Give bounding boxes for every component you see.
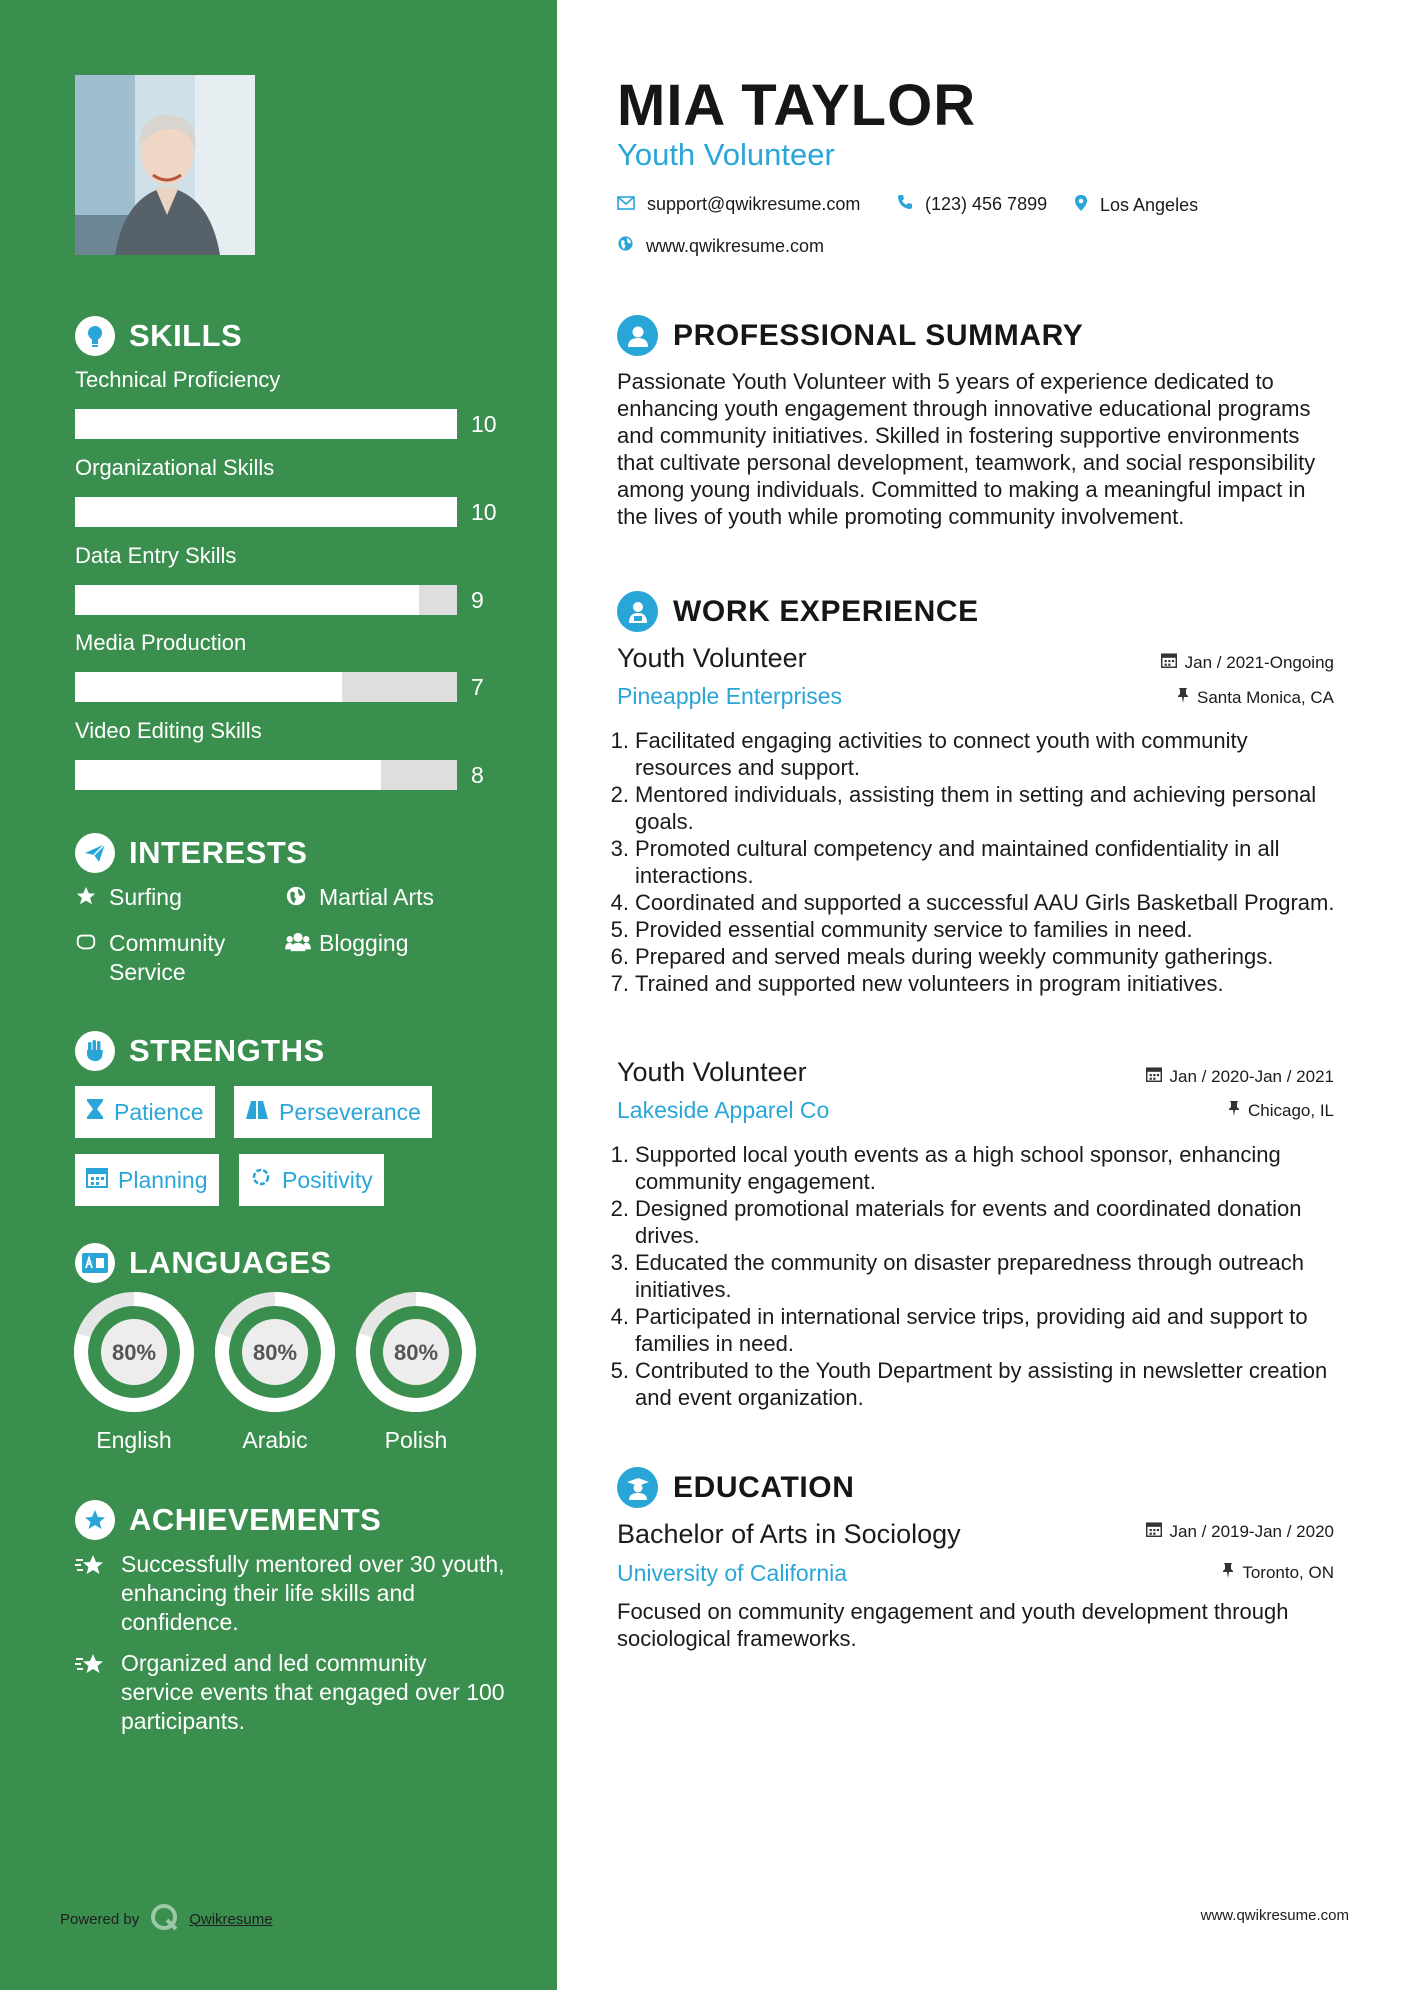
strength-chip bbox=[234, 1086, 432, 1138]
language-percent: 80% bbox=[393, 1340, 439, 1365]
language-icon bbox=[75, 1243, 115, 1283]
experience-title: WORK EXPERIENCE bbox=[673, 594, 979, 628]
skill-name: Media Production bbox=[75, 630, 247, 655]
bullet-text: Participated in international service trips, providing aid and support to families in need. bbox=[635, 1304, 1308, 1356]
skill-bar bbox=[75, 585, 457, 615]
job-company: Pineapple Enterprises bbox=[617, 683, 843, 709]
website-text[interactable]: www.qwikresume.com bbox=[646, 235, 825, 256]
interest-label: Community Service bbox=[109, 930, 226, 985]
skill-name: Data Entry Skills bbox=[75, 543, 237, 568]
language-percent: 80% bbox=[252, 1340, 298, 1365]
language-name: English bbox=[96, 1427, 172, 1453]
job-location-text: Santa Monica, CA bbox=[1196, 687, 1334, 707]
skill-bar bbox=[75, 497, 457, 527]
strength-label: Positivity bbox=[282, 1166, 373, 1193]
job-title: Youth Volunteer bbox=[617, 1057, 807, 1087]
interest-label: Blogging bbox=[319, 930, 409, 956]
interests-title: INTERESTS bbox=[129, 835, 308, 870]
achievements-header bbox=[75, 1500, 381, 1540]
job-dates-text: Jan / 2020-Jan / 2021 bbox=[1169, 1066, 1334, 1086]
contact-phone bbox=[897, 194, 1047, 215]
language-name: Polish bbox=[384, 1427, 448, 1453]
phone-icon bbox=[897, 194, 913, 215]
map-pin-icon bbox=[1074, 194, 1088, 217]
calendar-icon bbox=[86, 1166, 108, 1194]
strength-chip bbox=[75, 1086, 215, 1138]
phone-text: (123) 456 7899 bbox=[925, 194, 1048, 214]
achievements-title: ACHIEVEMENTS bbox=[129, 1502, 382, 1537]
language-ring bbox=[214, 1291, 336, 1413]
location-text: Los Angeles bbox=[1100, 195, 1199, 215]
skill-bar-fill bbox=[75, 672, 342, 702]
strength-label: Patience bbox=[114, 1098, 204, 1125]
email-text[interactable]: support@qwikresume.com bbox=[647, 194, 861, 214]
skill-item bbox=[75, 455, 505, 525]
skill-bar-fill bbox=[75, 760, 381, 790]
graduate-icon bbox=[617, 1467, 658, 1508]
powered-by-label: Powered by bbox=[60, 1910, 140, 1928]
progress-ring-icon bbox=[214, 1291, 336, 1413]
skill-bar bbox=[75, 672, 457, 702]
qwikresume-link[interactable]: Qwikresume bbox=[189, 1910, 273, 1928]
education-title: EDUCATION bbox=[673, 1470, 855, 1504]
interest-label: Martial Arts bbox=[319, 884, 435, 910]
achievement-item bbox=[75, 1550, 505, 1637]
interest-item bbox=[285, 883, 485, 914]
list-item: 2. Designed promotional materials for events and coordinated donation drives. bbox=[607, 1195, 1337, 1249]
bullet-text: Designed promotional materials for events and coordinated donation drives. bbox=[635, 1196, 1302, 1248]
skill-name: Organizational Skills bbox=[75, 455, 275, 480]
language-ring bbox=[355, 1291, 477, 1413]
job-bullets bbox=[607, 727, 1337, 997]
list-item: 4. Participated in international service trips, providing aid and support to families in need. bbox=[607, 1303, 1337, 1357]
bullet-text: Coordinated and supported a successful AAU Girls Basketball Program. bbox=[635, 890, 1335, 915]
hand-icon bbox=[75, 929, 99, 987]
pushpin-icon bbox=[1177, 687, 1189, 708]
contact-website bbox=[617, 235, 824, 257]
list-item: 3. Promoted cultural competency and maintained confidentiality in all interactions. bbox=[607, 835, 1337, 889]
briefcase-icon bbox=[617, 591, 658, 632]
list-item: 6. Prepared and served meals during weekly community gatherings. bbox=[610, 944, 1274, 969]
job-location bbox=[1177, 687, 1334, 708]
shooting-star-icon bbox=[75, 1649, 109, 1736]
job-dates-text: Jan / 2021-Ongoing bbox=[1184, 652, 1334, 672]
list-item: 1. Facilitated engaging activities to connect youth with community resources and support. bbox=[607, 727, 1337, 781]
language-ring bbox=[73, 1291, 195, 1413]
education-dates bbox=[1146, 1521, 1334, 1542]
calendar-icon bbox=[1146, 1066, 1162, 1087]
interests-header bbox=[75, 833, 307, 873]
list-item: 2. Mentored individuals, assisting them in setting and achieving personal goals. bbox=[607, 781, 1337, 835]
hourglass-icon bbox=[86, 1098, 104, 1126]
profile-photo bbox=[75, 75, 255, 255]
skill-value: 7 bbox=[471, 674, 484, 700]
powered-by bbox=[60, 1902, 273, 1936]
lightbulb-icon bbox=[75, 316, 115, 356]
strength-chip bbox=[75, 1154, 219, 1206]
achievement-text: Successfully mentored over 30 youth, enhancing their life skills and confidence. bbox=[121, 1551, 505, 1635]
experience-header bbox=[617, 591, 979, 632]
achievement-text: Organized and led community service events that engaged over 100 participants. bbox=[121, 1650, 505, 1734]
footer-url[interactable]: www.qwikresume.com bbox=[1200, 1907, 1349, 1924]
interest-item bbox=[75, 929, 265, 987]
calendar-icon bbox=[1161, 652, 1177, 673]
fist-icon bbox=[75, 1031, 115, 1071]
bullet-text: Contributed to the Youth Department by assisting in newsletter creation and event organization. bbox=[635, 1358, 1328, 1410]
skills-header bbox=[75, 316, 242, 356]
school-name: University of California bbox=[617, 1560, 848, 1586]
strength-label: Perseverance bbox=[279, 1098, 421, 1125]
contact-location bbox=[1074, 194, 1198, 217]
skill-value: 8 bbox=[471, 762, 484, 788]
globe-icon bbox=[617, 235, 634, 257]
list-item: 7. Trained and supported new volunteers in program initiatives. bbox=[610, 971, 1224, 996]
summary-header bbox=[617, 315, 1083, 356]
skill-name: Video Editing Skills bbox=[75, 718, 262, 743]
contact-email bbox=[617, 194, 860, 215]
user-icon bbox=[617, 315, 658, 356]
skill-bar-fill bbox=[75, 409, 457, 439]
users-icon bbox=[285, 929, 309, 960]
bullet-text: Educated the community on disaster preparedness through outreach initiatives. bbox=[635, 1250, 1304, 1302]
job-company: Lakeside Apparel Co bbox=[617, 1097, 830, 1123]
skill-value: 10 bbox=[471, 499, 497, 525]
list-item: 3. Educated the community on disaster preparedness through outreach initiatives. bbox=[607, 1249, 1337, 1303]
progress-ring-icon bbox=[73, 1291, 195, 1413]
skill-name: Technical Proficiency bbox=[75, 367, 281, 392]
sidebar bbox=[0, 0, 557, 1990]
languages-title: LANGUAGES bbox=[129, 1245, 332, 1280]
education-location bbox=[1222, 1562, 1334, 1583]
strengths-title: STRENGTHS bbox=[129, 1033, 325, 1068]
summary-text: Passionate Youth Volunteer with 5 years of experience dedicated to enhancing youth engagement through innovative educational programs and community initiatives. Skilled in fostering supportive environments that cultivate personal development, teamwork, and social responsibility among young individuals. Committed to making a meaningful impact in the lives of youth while promoting community involvement. bbox=[617, 369, 1316, 529]
skills-title: SKILLS bbox=[129, 318, 243, 353]
job-location-text: Chicago, IL bbox=[1248, 1100, 1334, 1120]
list-item: 4. Coordinated and supported a successful AAU Girls Basketball Program. bbox=[610, 890, 1335, 915]
education-description: Focused on community engagement and youth development through sociological frameworks. bbox=[617, 1599, 1289, 1651]
skill-bar bbox=[75, 760, 457, 790]
award-star-icon bbox=[75, 1500, 115, 1540]
list-item: 5. Contributed to the Youth Department by assisting in newsletter creation and event organization. bbox=[607, 1357, 1337, 1411]
list-item: 5. Provided essential community service to families in need. bbox=[610, 917, 1193, 942]
bullet-text: Supported local youth events as a high school sponsor, enhancing community engagement. bbox=[635, 1142, 1281, 1194]
bullet-text: Mentored individuals, assisting them in setting and achieving personal goals. bbox=[635, 782, 1317, 834]
skill-bar-fill bbox=[75, 497, 457, 527]
education-dates-text: Jan / 2019-Jan / 2020 bbox=[1169, 1521, 1334, 1541]
achievement-item bbox=[75, 1649, 505, 1736]
skill-item bbox=[75, 630, 505, 700]
list-item: 1. Supported local youth events as a high school sponsor, enhancing community engagement. bbox=[607, 1141, 1337, 1195]
strengths-header bbox=[75, 1031, 325, 1071]
sun-icon bbox=[250, 1166, 272, 1194]
skill-value: 10 bbox=[471, 411, 497, 437]
job-dates bbox=[1146, 1066, 1334, 1087]
envelope-icon bbox=[617, 194, 635, 215]
education-location-text: Toronto, ON bbox=[1242, 1562, 1334, 1582]
skill-item bbox=[75, 543, 505, 613]
candidate-name: MIA TAYLOR bbox=[617, 73, 977, 138]
bullet-text: Facilitated engaging activities to connect youth with community resources and support. bbox=[635, 728, 1248, 780]
skill-bar bbox=[75, 409, 457, 439]
education-header bbox=[617, 1467, 855, 1508]
road-icon bbox=[245, 1099, 269, 1126]
calendar-icon bbox=[1146, 1521, 1162, 1542]
bullet-text: Trained and supported new volunteers in program initiatives. bbox=[635, 971, 1224, 996]
paper-plane-icon bbox=[75, 833, 115, 873]
bullet-text: Provided essential community service to families in need. bbox=[635, 917, 1193, 942]
summary-title: PROFESSIONAL SUMMARY bbox=[673, 318, 1084, 352]
job-dates bbox=[1161, 652, 1334, 673]
globe-icon bbox=[285, 883, 309, 914]
bullet-text: Promoted cultural competency and maintained confidentiality in all interactions. bbox=[635, 836, 1280, 888]
bullet-text: Prepared and served meals during weekly community gatherings. bbox=[635, 944, 1274, 969]
skill-value: 9 bbox=[471, 587, 484, 613]
interest-label: Surfing bbox=[109, 884, 182, 910]
interest-item bbox=[285, 929, 485, 960]
star-icon bbox=[75, 883, 99, 914]
strength-label: Planning bbox=[118, 1166, 208, 1193]
interest-item bbox=[75, 883, 255, 914]
pushpin-icon bbox=[1228, 1100, 1240, 1121]
degree-title: Bachelor of Arts in Sociology bbox=[617, 1519, 961, 1549]
language-name: Arabic bbox=[242, 1427, 308, 1453]
job-location bbox=[1228, 1100, 1334, 1121]
job-bullets bbox=[607, 1141, 1337, 1411]
skill-item bbox=[75, 367, 505, 437]
strength-chip bbox=[239, 1154, 384, 1206]
pushpin-icon bbox=[1222, 1562, 1234, 1583]
shooting-star-icon bbox=[75, 1550, 109, 1637]
skill-item bbox=[75, 718, 505, 788]
languages-header bbox=[75, 1243, 332, 1283]
qwikresume-logo-icon bbox=[149, 1902, 179, 1936]
candidate-role: Youth Volunteer bbox=[617, 137, 835, 172]
language-percent: 80% bbox=[111, 1340, 157, 1365]
progress-ring-icon bbox=[355, 1291, 477, 1413]
skill-bar-fill bbox=[75, 585, 419, 615]
job-title: Youth Volunteer bbox=[617, 643, 807, 673]
